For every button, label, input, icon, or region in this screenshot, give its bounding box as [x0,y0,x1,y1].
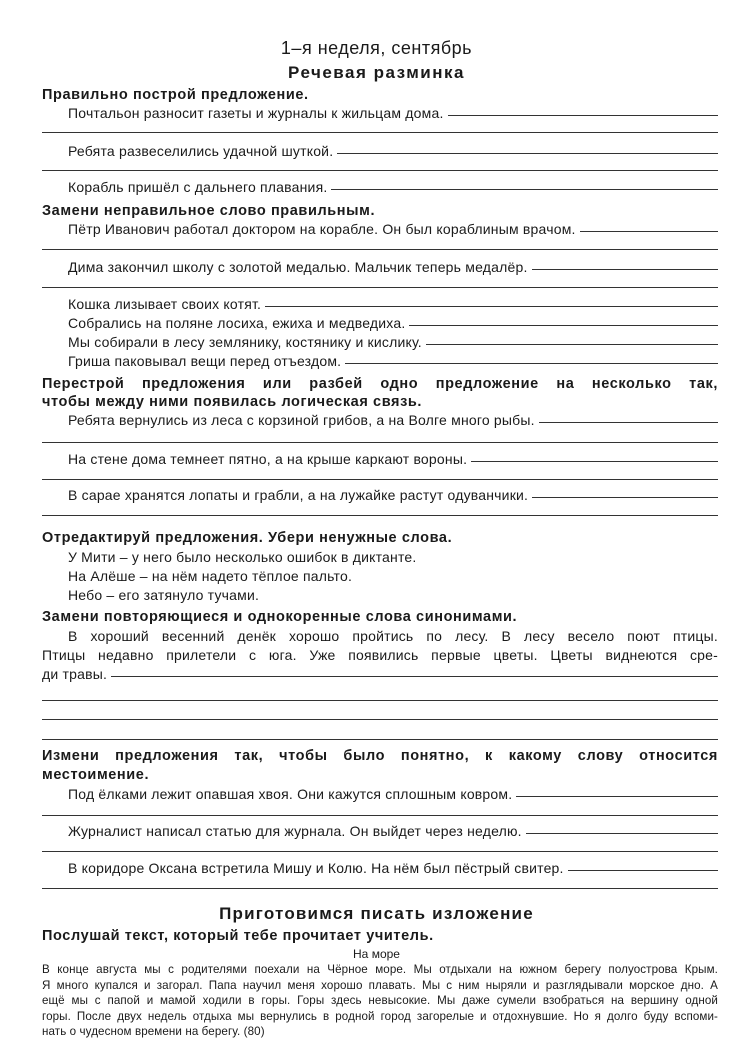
page-title: 1–я неделя, сентябрь [280,38,473,58]
task6-heading-line-1: Измени предложения так, чтобы было понятно, к какому слову относится [42,748,718,764]
text-line: В конце августа мы с родителями поехали на Чёрное море. Мы отдыхали на южном берегу полуострова Крым. [42,963,718,976]
section-title: Приготовимся писать изложение [219,904,534,923]
answer-line[interactable] [42,170,718,171]
task6-line-2 [68,823,718,839]
text-title: На море [353,947,400,961]
task3-line-1 [68,412,718,428]
answer-line[interactable] [42,249,718,250]
task2-line-3 [68,296,718,312]
paragraph-text: ди травы. [42,666,108,682]
listen-heading: Послушай текст, который тебе прочитает учитель. [42,928,434,944]
sentence-text: Ребята развеселились удачной шуткой. [68,143,334,159]
sentence-text: Под ёлками лежит опавшая хвоя. Они кажутся сплошным ковром. [68,786,513,802]
answer-line[interactable] [426,344,718,345]
task5-paragraph-line-2: Птицы недавно прилетели с юга. Уже появились первые цветы. Цветы виднеются сре- [42,647,718,663]
sentence-text: Журналист написал статью для журнала. Он выйдет через неделю. [68,823,522,839]
answer-line[interactable] [42,851,718,852]
task6-line-1 [68,786,718,802]
answer-line[interactable] [42,287,718,288]
task4-sentence-3: Небо – его затянуло тучами. [68,587,260,603]
text-line: Я много купался и загорал. Папа научил меня хорошо плавать. Мы с ним ныряли и разглядывали морское дно. А [42,978,718,992]
task1-line-3 [68,179,718,195]
text-line: нать о чудесном времени на берегу. (80) [42,1025,265,1039]
sentence-text: Почтальон разносит газеты и журналы к жильцам дома. [68,105,444,121]
sentence-text: Корабль пришёл с дальнего плавания. [68,179,328,195]
answer-line[interactable] [516,796,718,797]
task6-line-3 [68,860,718,876]
answer-line[interactable] [337,153,718,154]
task4-heading: Отредактируй предложения. Убери ненужные слова. [42,530,453,546]
sentence-text: На стене дома темнеет пятно, а на крыше каркают вороны. [68,451,468,467]
task2-line-1 [68,221,718,237]
answer-line[interactable] [111,676,718,677]
task5-paragraph-line-3 [42,666,718,682]
sentence-text: Ребята вернулись из леса с корзиной грибов, а на Волге много рыбы. [68,412,535,428]
answer-line[interactable] [532,497,718,498]
answer-line[interactable] [539,422,718,423]
sentence-text: Гриша паковывал вещи перед отъездом. [68,353,342,369]
page-subtitle: Речевая разминка [288,63,465,82]
answer-line[interactable] [526,833,718,834]
answer-line[interactable] [42,515,718,516]
answer-line[interactable] [265,306,718,307]
text-line: ещё мы с папой и мамой ходили в горы. Горы здесь невысокие. Мы даже сумели взобраться на вершину одной [42,994,718,1008]
answer-line[interactable] [448,115,718,116]
task3-heading-line-1: Перестрой предложения или разбей одно предложение на несколько так, [42,376,718,392]
task2-line-4 [68,315,718,331]
sentence-text: В коридоре Оксана встретила Мишу и Колю. На нём был пёстрый свитер. [68,860,564,876]
task5-paragraph-line-1: В хороший весенний денёк хорошо пройтись по лесу. В лесу весело поют птицы. [68,628,718,644]
task2-line-5 [68,334,718,350]
task6-heading-line-2: местоимение. [42,767,150,783]
task5-heading: Замени повторяющиеся и однокоренные слова синонимами. [42,609,518,625]
answer-line[interactable] [580,231,718,232]
answer-line[interactable] [471,461,718,462]
task1-heading: Правильно построй предложение. [42,87,309,103]
answer-line[interactable] [409,325,718,326]
answer-line[interactable] [568,870,718,871]
task1-line-2 [68,143,718,159]
task2-heading: Замени неправильное слово правильным. [42,203,376,219]
task2-line-6 [68,353,718,369]
answer-line[interactable] [345,363,718,364]
answer-line[interactable] [42,479,718,480]
sentence-text: Мы собирали в лесу землянику, костянику и кислику. [68,334,422,350]
task3-line-2 [68,451,718,467]
task1-line-1 [68,105,718,121]
answer-line[interactable] [331,189,718,190]
sentence-text: Собрались на поляне лосиха, ежиха и медведиха. [68,315,406,331]
answer-line[interactable] [532,269,718,270]
text-line: горы. После двух недель отдыха мы вернулись в родной город загорелые и отдохнувшие. Но я долго буду вспоми- [42,1009,718,1023]
sentence-text: Дима закончил школу с золотой медалью. Мальчик теперь медалёр. [68,259,528,275]
sentence-text: Пётр Иванович работал доктором на корабле. Он был кораблиным врачом. [68,221,576,237]
answer-line[interactable] [42,700,718,701]
answer-line[interactable] [42,442,718,443]
answer-line[interactable] [42,719,718,720]
sentence-text: Кошка лизывает своих котят. [68,296,262,312]
answer-line[interactable] [42,888,718,889]
task4-sentence-1: У Мити – у него было несколько ошибок в диктанте. [68,549,417,565]
answer-line[interactable] [42,132,718,133]
dictation-text [42,962,718,1040]
task3-heading-line-2: чтобы между ними появилась логическая связь. [42,394,423,410]
task2-line-2 [68,259,718,275]
task3-line-3 [68,487,718,503]
task4-sentence-2: На Алёше – на нём надето тёплое пальто. [68,568,353,584]
answer-line[interactable] [42,739,718,740]
answer-line[interactable] [42,815,718,816]
sentence-text: В сарае хранятся лопаты и грабли, а на лужайке растут одуванчики. [68,487,529,503]
